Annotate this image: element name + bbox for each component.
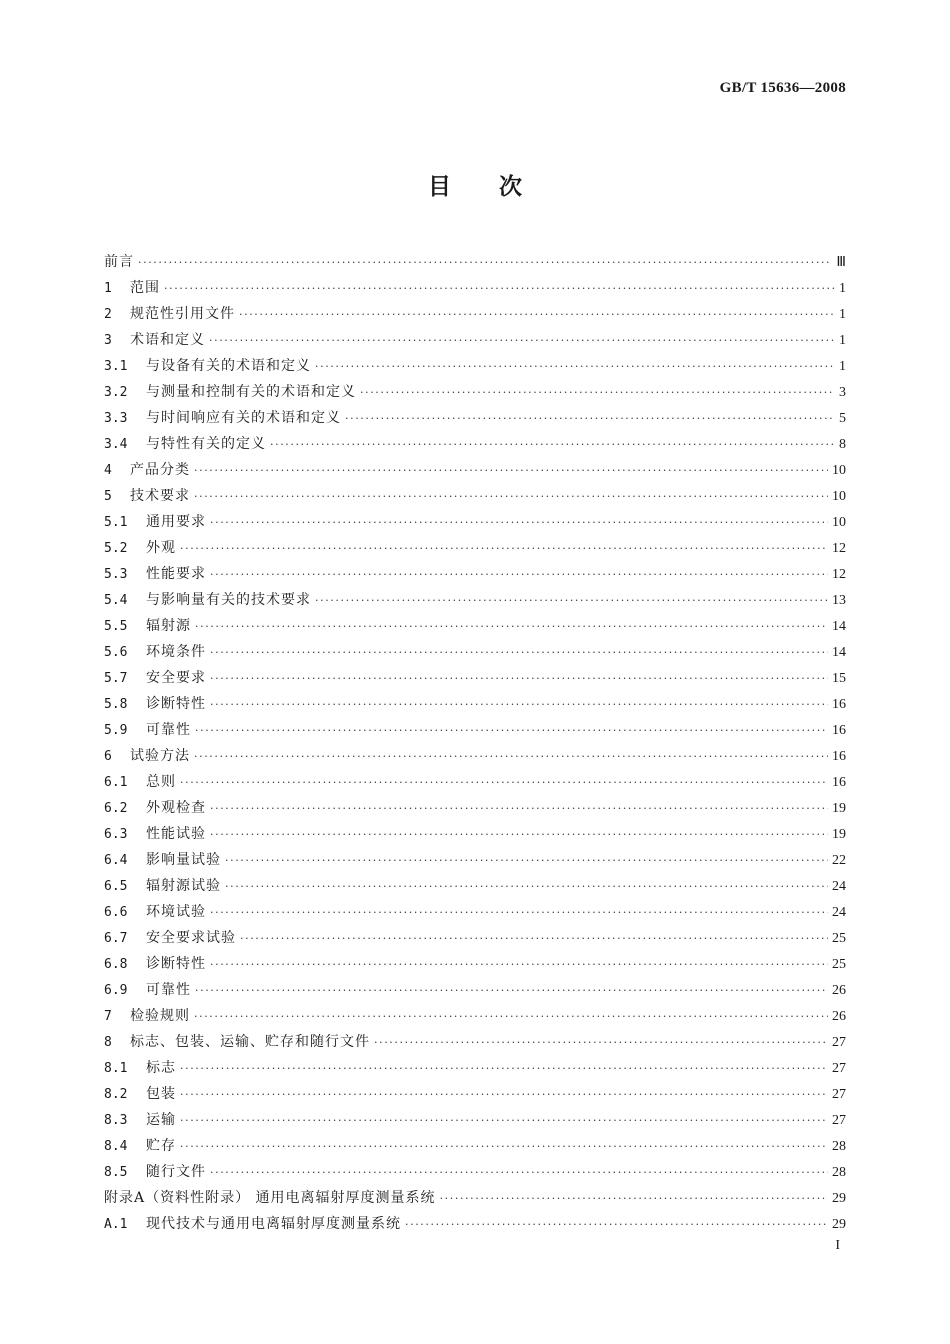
toc-entry[interactable] (104, 355, 846, 381)
toc-entry-number: 5.7 (104, 671, 128, 686)
toc-entry-label: 产品分类 (130, 462, 190, 478)
toc-entry-page: 27 (832, 1087, 846, 1102)
dot-leader (195, 984, 828, 997)
toc-entry-number: 6.7 (104, 931, 128, 946)
toc-entry[interactable] (104, 979, 846, 1005)
toc-entry-number: 4 (104, 463, 112, 478)
toc-entry-page: 16 (832, 697, 846, 712)
toc-entry-number: 6.5 (104, 879, 128, 894)
toc-entry-page: 28 (832, 1139, 846, 1154)
toc-entry-label: 现代技术与通用电离辐射厚度测量系统 (146, 1216, 401, 1232)
toc-entry[interactable] (104, 1213, 846, 1239)
toc-entry-page: 8 (839, 437, 846, 452)
toc-entry[interactable] (104, 1135, 846, 1161)
toc-entry-number: 3.4 (104, 437, 128, 452)
toc-entry-number: 5.6 (104, 645, 128, 660)
toc-entry-label: 运输 (146, 1112, 176, 1128)
toc-entry-number: 5.1 (104, 515, 128, 530)
dot-leader (405, 1218, 828, 1231)
toc-entry-page: 24 (832, 879, 846, 894)
dot-leader (210, 568, 828, 581)
toc-entry-label: 辐射源 (146, 618, 191, 634)
dot-leader (315, 360, 835, 373)
toc-entry-page: 16 (832, 749, 846, 764)
toc-entry[interactable] (104, 303, 846, 329)
toc-entry-page: 1 (839, 307, 846, 322)
toc-entry[interactable] (104, 589, 846, 615)
toc-entry[interactable] (104, 1005, 846, 1031)
toc-entry-label: 贮存 (146, 1138, 176, 1154)
toc-entry-label: 通用要求 (146, 514, 206, 530)
toc-entry[interactable] (104, 433, 846, 459)
toc-entry-label: 随行文件 (146, 1164, 206, 1180)
toc-entry-number: 5.8 (104, 697, 128, 712)
toc-entry-label: 与测量和控制有关的术语和定义 (146, 384, 356, 400)
toc-entry-number: 8.4 (104, 1139, 128, 1154)
toc-entry-number: 8 (104, 1035, 112, 1050)
toc-entry-page: 10 (832, 463, 846, 478)
toc-entry[interactable] (104, 849, 846, 875)
toc-entry-label: 影响量试验 (146, 852, 221, 868)
toc-entry[interactable] (104, 693, 846, 719)
toc-entry-label: 诊断特性 (146, 956, 206, 972)
toc-entry[interactable] (104, 1031, 846, 1057)
dot-leader (138, 256, 832, 269)
toc-entry-label: 外观 (146, 540, 176, 556)
toc-entry[interactable] (104, 381, 846, 407)
toc-entry-page: 19 (832, 827, 846, 842)
toc-entry[interactable] (104, 901, 846, 927)
toc-entry-number: 5.4 (104, 593, 128, 608)
toc-entry[interactable] (104, 875, 846, 901)
toc-entry-label: 试验方法 (130, 748, 190, 764)
toc-entry-page: 16 (832, 723, 846, 738)
toc-entry[interactable] (104, 745, 846, 771)
toc-entry-label: 安全要求试验 (146, 930, 236, 946)
toc-entry[interactable] (104, 277, 846, 303)
dot-leader (209, 334, 835, 347)
toc-entry-page: 12 (832, 541, 846, 556)
toc-entry[interactable] (104, 719, 846, 745)
dot-leader (180, 1140, 828, 1153)
toc-entry-number: 6.9 (104, 983, 128, 998)
toc-entry-page: 27 (832, 1035, 846, 1050)
toc-entry-label: 性能试验 (146, 826, 206, 842)
toc-entry[interactable] (104, 615, 846, 641)
toc-entry[interactable] (104, 823, 846, 849)
toc-entry[interactable] (104, 1057, 846, 1083)
toc-entry-number: 6.1 (104, 775, 128, 790)
toc-entry-page: 24 (832, 905, 846, 920)
toc-entry-number: 7 (104, 1009, 112, 1024)
dot-leader (239, 308, 835, 321)
toc-entry-page: 27 (832, 1061, 846, 1076)
dot-leader (180, 1062, 828, 1075)
toc-entry[interactable] (104, 329, 846, 355)
dot-leader (210, 646, 828, 659)
toc-entry-number: A.1 (104, 1217, 128, 1232)
dot-leader (210, 672, 828, 685)
toc-entry-number: 3 (104, 333, 112, 348)
toc-entry-label: 术语和定义 (130, 332, 205, 348)
toc-entry-label: 检验规则 (130, 1008, 190, 1024)
dot-leader (374, 1036, 828, 1049)
toc-entry-label: 环境条件 (146, 644, 206, 660)
dot-leader (210, 958, 828, 971)
dot-leader (440, 1192, 828, 1205)
dot-leader (210, 516, 828, 529)
toc-entry[interactable] (104, 537, 846, 563)
toc-entry-number: 6.2 (104, 801, 128, 816)
toc-entry-number: 5 (104, 489, 112, 504)
toc-entry[interactable] (104, 407, 846, 433)
toc-entry-page: 1 (839, 281, 846, 296)
toc-entry[interactable] (104, 1187, 846, 1213)
dot-leader (164, 282, 835, 295)
toc-entry-number: 1 (104, 281, 112, 296)
toc-entry-number: 5.3 (104, 567, 128, 582)
toc-entry-number: 3.2 (104, 385, 128, 400)
dot-leader (194, 490, 828, 503)
dot-leader (225, 880, 828, 893)
toc-entry-number: 6.6 (104, 905, 128, 920)
dot-leader (360, 386, 835, 399)
toc-entry-number: 8.1 (104, 1061, 128, 1076)
toc-entry-page: 29 (832, 1217, 846, 1232)
toc-entry-number: 5.5 (104, 619, 128, 634)
toc-entry-number: 8.5 (104, 1165, 128, 1180)
toc-entry[interactable] (104, 459, 846, 485)
toc-entry-label: 性能要求 (146, 566, 206, 582)
toc-entry-label: 与设备有关的术语和定义 (146, 358, 311, 374)
toc-entry-page: 29 (832, 1191, 846, 1206)
toc-entry-page: 22 (832, 853, 846, 868)
dot-leader (210, 828, 828, 841)
toc-entry-label: 诊断特性 (146, 696, 206, 712)
toc-entry-page: 5 (839, 411, 846, 426)
toc-entry-label: 辐射源试验 (146, 878, 221, 894)
dot-leader (270, 438, 835, 451)
toc-entry[interactable] (104, 771, 846, 797)
toc-entry-label: 范围 (130, 280, 160, 296)
toc-entry-label: 可靠性 (146, 982, 191, 998)
toc-entry-label: 与影响量有关的技术要求 (146, 592, 311, 608)
dot-leader (194, 1010, 828, 1023)
toc-entry-label: 外观检查 (146, 800, 206, 816)
dot-leader (180, 1114, 828, 1127)
toc-entry-label: 标志、包装、运输、贮存和随行文件 (130, 1034, 370, 1050)
toc-entry-label: 与时间响应有关的术语和定义 (146, 410, 341, 426)
toc-entry[interactable] (104, 1109, 846, 1135)
dot-leader (194, 750, 828, 763)
toc-entry-page: 28 (832, 1165, 846, 1180)
dot-leader (210, 802, 828, 815)
dot-leader (195, 620, 828, 633)
toc-entry-label: 规范性引用文件 (130, 306, 235, 322)
toc-entry-page: 19 (832, 801, 846, 816)
toc-entry[interactable] (104, 485, 846, 511)
toc-entry-label: 可靠性 (146, 722, 191, 738)
toc-entry-number: 6.3 (104, 827, 128, 842)
toc-entry-page: 16 (832, 775, 846, 790)
toc-entry[interactable] (104, 797, 846, 823)
toc-entry[interactable] (104, 1083, 846, 1109)
toc-entry-page: 26 (832, 983, 846, 998)
toc-entry-page: 25 (832, 957, 846, 972)
dot-leader (345, 412, 835, 425)
toc-entry[interactable] (104, 563, 846, 589)
toc-entry-number: 2 (104, 307, 112, 322)
dot-leader (180, 776, 828, 789)
toc-entry[interactable] (104, 251, 846, 277)
toc-entry-page: 14 (832, 619, 846, 634)
dot-leader (240, 932, 828, 945)
toc-entry-number: 6.4 (104, 853, 128, 868)
toc-entry-page: 1 (839, 333, 846, 348)
toc-entry[interactable] (104, 927, 846, 953)
dot-leader (194, 464, 828, 477)
toc-entry[interactable] (104, 641, 846, 667)
toc-entry-page: Ⅲ (836, 255, 846, 270)
toc-entry-label: 技术要求 (130, 488, 190, 504)
page-number: I (835, 1238, 840, 1253)
toc-entry[interactable] (104, 667, 846, 693)
dot-leader (210, 1166, 828, 1179)
toc-entry-number: 8.3 (104, 1113, 128, 1128)
toc-entry-page: 1 (839, 359, 846, 374)
toc-entry-label: 包装 (146, 1086, 176, 1102)
toc-entry-page: 12 (832, 567, 846, 582)
dot-leader (180, 1088, 828, 1101)
toc-entry[interactable] (104, 1161, 846, 1187)
toc-entry-number: 6 (104, 749, 112, 764)
toc-entry-page: 25 (832, 931, 846, 946)
toc-entry-label: 附录A（资料性附录） 通用电离辐射厚度测量系统 (104, 1190, 436, 1206)
toc-entry-number: 3.1 (104, 359, 128, 374)
toc-entry-label: 与特性有关的定义 (146, 436, 266, 452)
toc-entry[interactable] (104, 953, 846, 979)
dot-leader (225, 854, 828, 867)
toc-entry-page: 10 (832, 489, 846, 504)
toc-entry-page: 27 (832, 1113, 846, 1128)
toc-entry-number: 3.3 (104, 411, 128, 426)
toc-entry-number: 5.2 (104, 541, 128, 556)
toc-entry-label: 总则 (146, 774, 176, 790)
toc-entry-number: 5.9 (104, 723, 128, 738)
toc-entry-number: 8.2 (104, 1087, 128, 1102)
dot-leader (315, 594, 828, 607)
toc-entry-label: 前言 (104, 254, 134, 270)
toc-entry[interactable] (104, 511, 846, 537)
toc-entry-page: 14 (832, 645, 846, 660)
page-title: 目次 (428, 174, 570, 200)
toc-entry-page: 26 (832, 1009, 846, 1024)
dot-leader (180, 542, 828, 555)
toc-entry-label: 标志 (146, 1060, 176, 1076)
toc-entry-page: 10 (832, 515, 846, 530)
toc-entry-page: 13 (832, 593, 846, 608)
table-of-contents (104, 251, 846, 1239)
standard-code: GB/T 15636—2008 (719, 80, 846, 96)
toc-entry-label: 安全要求 (146, 670, 206, 686)
dot-leader (195, 724, 828, 737)
toc-entry-page: 15 (832, 671, 846, 686)
toc-entry-page: 3 (839, 385, 846, 400)
toc-entry-label: 环境试验 (146, 904, 206, 920)
toc-entry-number: 6.8 (104, 957, 128, 972)
dot-leader (210, 906, 828, 919)
dot-leader (210, 698, 828, 711)
